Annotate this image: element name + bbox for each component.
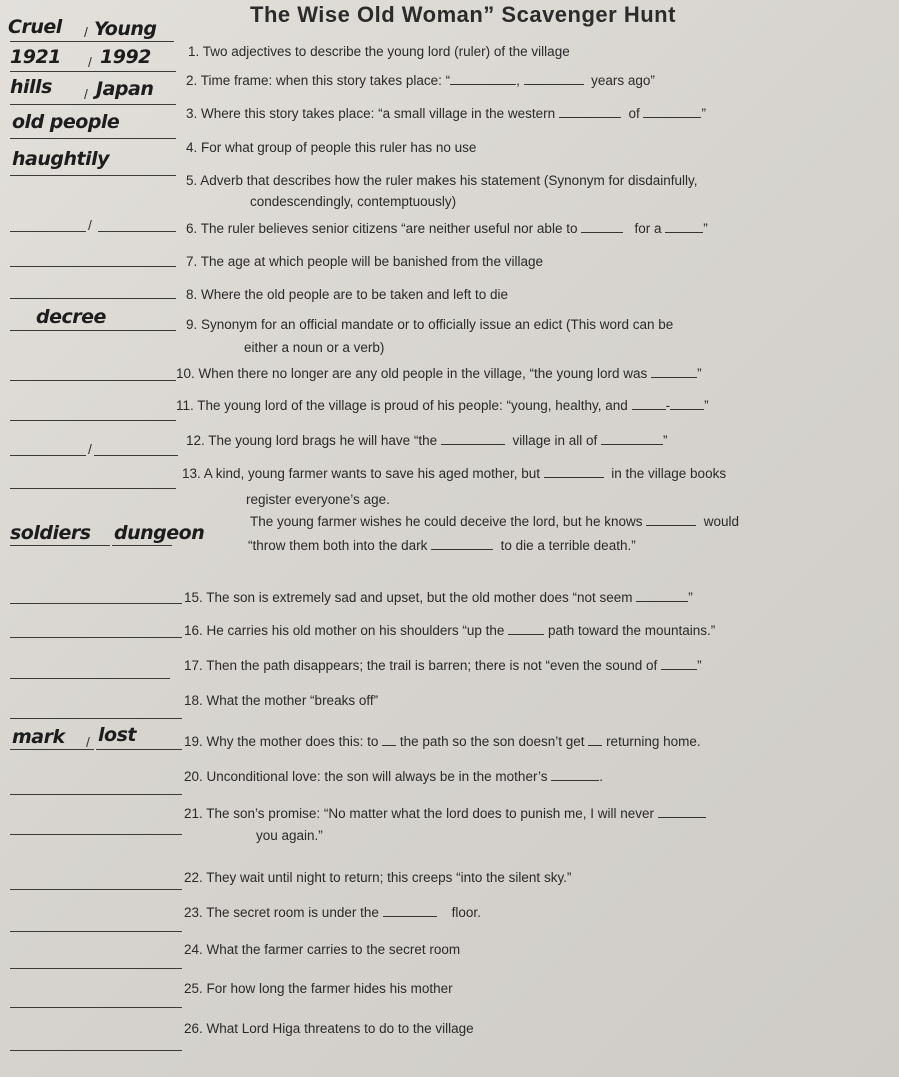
question-20-text: 20. Unconditional love: the son will always be in the mother’s <box>184 769 548 784</box>
question-2-text: 2. Time frame: when this story takes place: “ <box>186 73 451 88</box>
answer-line[interactable] <box>10 834 182 835</box>
answer-19b: lost <box>98 724 136 746</box>
answer-line[interactable] <box>98 231 176 232</box>
blank[interactable] <box>382 735 396 746</box>
question-23-text: 23. The secret room is under the <box>184 905 379 920</box>
answer-line[interactable] <box>10 545 110 546</box>
answer-1b: Young <box>94 18 157 40</box>
answer-5: haughtily <box>12 148 109 170</box>
question-16-text: 16. He carries his old mother on his shoulders “up the <box>184 623 505 638</box>
blank[interactable] <box>661 659 697 670</box>
question-1: 1. Two adjectives to describe the young lord (ruler) of the village <box>188 44 570 59</box>
question-13-line2: register everyone’s age. <box>246 492 390 507</box>
question-7: 7. The age at which people will be banished from the village <box>186 254 543 269</box>
blank[interactable] <box>383 906 437 917</box>
blank[interactable] <box>632 399 666 410</box>
answer-line[interactable] <box>10 175 176 176</box>
question-3-text: 3. Where this story takes place: “a small village in the western <box>186 106 556 121</box>
question-6-text: 6. The ruler believes senior citizens “are neither useful nor able to <box>186 221 578 236</box>
answer-line[interactable] <box>10 420 176 421</box>
answer-line[interactable] <box>10 455 86 456</box>
answer-line[interactable] <box>10 298 176 299</box>
answer-line[interactable] <box>10 71 176 72</box>
answer-line[interactable] <box>10 488 176 489</box>
answer-line[interactable] <box>112 545 172 546</box>
question-15-text: 15. The son is extremely sad and upset, but the old mother does “not seem <box>184 590 633 605</box>
blank[interactable] <box>581 222 623 233</box>
question-12-cont: village in all of <box>512 433 598 448</box>
answer-3a: hills <box>10 76 52 98</box>
question-23 <box>184 905 481 921</box>
answer-9: decree <box>36 306 106 328</box>
question-5-cont: condescendingly, contemptuously) <box>250 194 457 209</box>
answer-2b: 1992 <box>100 46 151 68</box>
slash: / <box>88 54 92 70</box>
blank[interactable] <box>588 735 602 746</box>
question-26: 26. What Lord Higa threatens to do to the village <box>184 1021 474 1036</box>
blank[interactable] <box>508 624 544 635</box>
question-16 <box>184 623 715 639</box>
question-20: 20. Unconditional love: the son will always be in the mother’s . <box>184 769 603 784</box>
answer-line[interactable] <box>10 603 182 604</box>
answer-1a: Cruel <box>8 16 62 38</box>
question-19-cont: the path so the son doesn’t get <box>399 734 585 749</box>
question-21-text: 21. The son’s promise: “No matter what the lord does to punish me, I will never <box>184 806 654 821</box>
question-5: 5. Adverb that describes how the ruler makes his statement (Synonym for disdainfully, <box>186 173 698 188</box>
question-16-end: path toward the mountains.” <box>547 623 716 638</box>
blank[interactable] <box>670 399 704 410</box>
blank[interactable] <box>643 107 701 118</box>
slash: / <box>84 86 88 102</box>
answer-line[interactable] <box>10 889 182 890</box>
question-8: 8. Where the old people are to be taken and left to die <box>186 287 508 302</box>
question-13-text: 13. A kind, young farmer wants to save his aged mother, but <box>182 466 540 481</box>
answer-14b: dungeon <box>114 522 205 544</box>
question-3: 3. Where this story takes place: “a small village in the western of ” <box>186 106 706 121</box>
answer-line[interactable] <box>10 41 174 42</box>
question-2: 2. Time frame: when this story takes place: “ , years ago” <box>186 73 655 88</box>
question-14-line2 <box>248 538 636 554</box>
question-14-dark: “throw them both into the dark <box>248 538 428 553</box>
question-14 <box>250 514 739 530</box>
question-18: 18. What the mother “breaks off” <box>184 693 379 708</box>
question-19 <box>184 734 701 750</box>
blank[interactable] <box>636 591 688 602</box>
answer-line[interactable] <box>10 1050 182 1051</box>
blank[interactable] <box>544 467 604 478</box>
question-25: 25. For how long the farmer hides his mother <box>184 981 453 996</box>
question-12: 12. The young lord brags he will have “the village in all of ” <box>186 433 668 448</box>
question-21 <box>184 806 706 822</box>
answer-line[interactable] <box>10 678 170 679</box>
answer-line[interactable] <box>94 455 178 456</box>
blank[interactable] <box>651 367 697 378</box>
answer-line[interactable] <box>10 794 182 795</box>
answer-line[interactable] <box>10 968 182 969</box>
question-10: 10. When there no longer are any old people in the village, “the young lord was ” <box>176 366 702 381</box>
blank[interactable] <box>658 807 706 818</box>
blank[interactable] <box>441 434 505 445</box>
answer-line[interactable] <box>96 749 182 750</box>
question-9: 9. Synonym for an official mandate or to officially issue an edict (This word can be <box>186 317 674 332</box>
question-2-end: years ago” <box>591 73 655 88</box>
question-10-text: 10. When there no longer are any old people in the village, “the young lord was <box>176 366 648 381</box>
question-21-line2: you again.” <box>256 828 323 843</box>
question-6: 6. The ruler believes senior citizens “are neither useful nor able to for a ” <box>186 221 708 236</box>
blank[interactable] <box>646 515 696 526</box>
answer-19a: mark <box>12 726 65 748</box>
question-14-would: would <box>703 514 740 529</box>
question-12-text: 12. The young lord brags he will have “the <box>186 433 438 448</box>
question-22: 22. They wait until night to return; this creeps “into the silent sky.” <box>184 870 572 885</box>
blank[interactable] <box>601 434 663 445</box>
answer-line[interactable] <box>10 931 182 932</box>
question-4: 4. For what group of people this ruler has no use <box>186 140 477 155</box>
question-17: 17. Then the path disappears; the trail is barren; there is not “even the sound of ” <box>184 658 702 673</box>
answer-4: old people <box>12 111 120 133</box>
question-19-text: 19. Why the mother does this: to <box>184 734 379 749</box>
answer-line[interactable] <box>10 637 182 638</box>
answer-line[interactable] <box>10 266 176 267</box>
page-title: The Wise Old Woman” Scavenger Hunt <box>250 2 676 27</box>
answer-line[interactable] <box>10 231 86 232</box>
blank[interactable] <box>450 74 516 85</box>
question-24: 24. What the farmer carries to the secret room <box>184 942 461 957</box>
blank[interactable] <box>665 222 703 233</box>
blank[interactable] <box>431 539 493 550</box>
answer-line[interactable] <box>10 330 176 331</box>
blank[interactable] <box>551 770 599 781</box>
slash: / <box>86 734 90 750</box>
question-14-end: to die a terrible death.” <box>500 538 636 553</box>
question-9-cont: either a noun or a verb) <box>244 340 385 355</box>
question-3-of: of <box>628 106 640 121</box>
answer-line[interactable] <box>10 138 176 139</box>
answer-line[interactable] <box>10 380 176 381</box>
question-13 <box>182 466 726 482</box>
blank[interactable] <box>524 74 584 85</box>
question-13-cont: in the village books <box>611 466 727 481</box>
slash: / <box>88 441 92 457</box>
answer-14a: soldiers <box>10 522 91 544</box>
question-14-text: The young farmer wishes he could deceive the lord, but he knows <box>250 514 643 529</box>
question-23-end: floor. <box>451 905 481 920</box>
answer-line[interactable] <box>10 104 176 105</box>
answer-3b: Japan <box>96 78 154 100</box>
question-11-text: 11. The young lord of the village is proud of his people: “young, healthy, and <box>176 398 628 413</box>
question-6-for: for a <box>634 221 662 236</box>
answer-line[interactable] <box>10 1007 182 1008</box>
question-15: 15. The son is extremely sad and upset, but the old mother does “not seem ” <box>184 590 693 605</box>
blank[interactable] <box>559 107 621 118</box>
question-17-text: 17. Then the path disappears; the trail is barren; there is not “even the sound of <box>184 658 658 673</box>
question-11: 11. The young lord of the village is proud of his people: “young, healthy, and - ” <box>176 398 709 413</box>
question-19-end: returning home. <box>606 734 701 749</box>
answer-line[interactable] <box>10 718 182 719</box>
answer-2a: 1921 <box>10 46 61 68</box>
answer-line[interactable] <box>10 749 94 750</box>
slash: / <box>88 217 92 233</box>
slash: / <box>84 24 88 40</box>
